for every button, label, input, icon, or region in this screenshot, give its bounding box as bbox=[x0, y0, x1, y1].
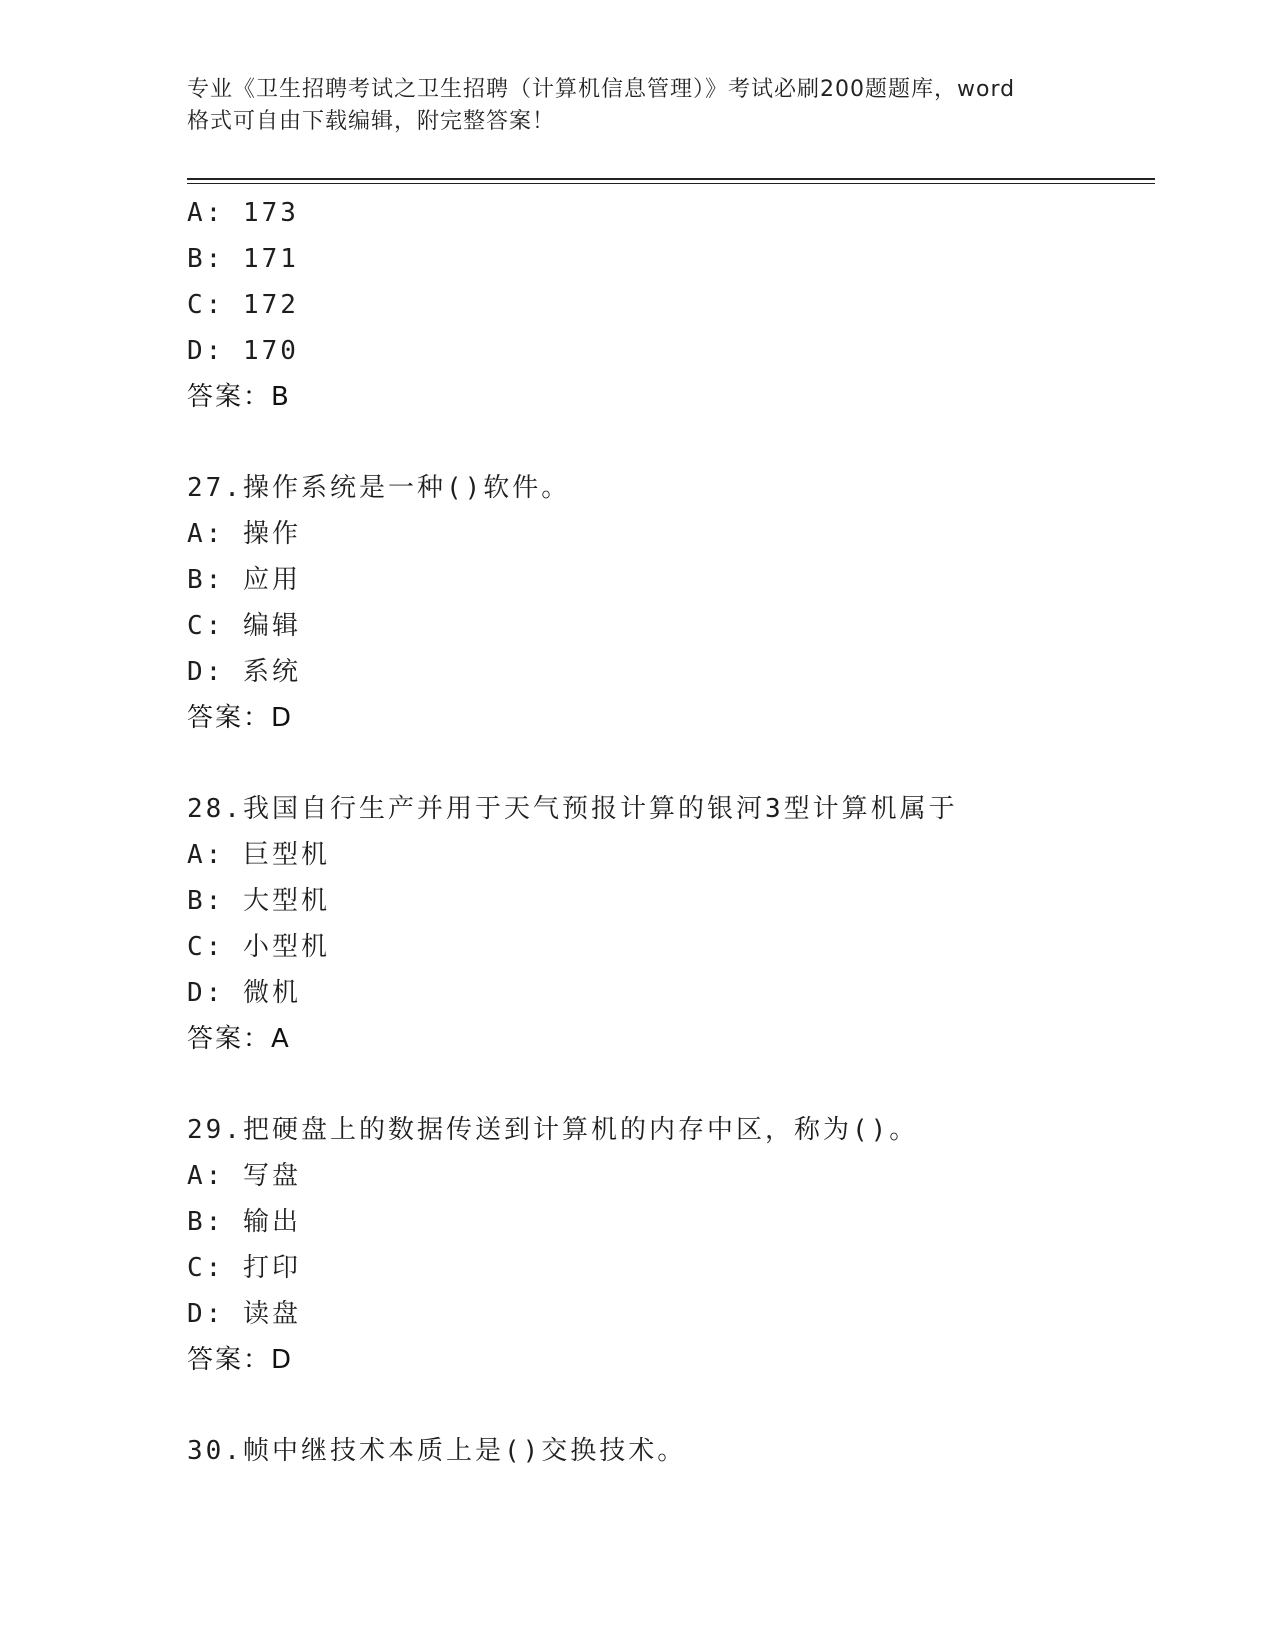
header-line-2: 格式可自由下载编辑，附完整答案！ bbox=[187, 109, 556, 134]
option-d: D: 170 bbox=[187, 336, 299, 366]
document-header bbox=[187, 74, 1107, 138]
spacer bbox=[187, 1383, 1147, 1428]
option-c: C: 打印 bbox=[187, 1253, 301, 1283]
question-29 bbox=[187, 1107, 1147, 1383]
spacer bbox=[187, 1062, 1147, 1107]
question-text: 28.我国自行生产并用于天气预报计算的银河3型计算机属于 bbox=[187, 794, 958, 824]
spacer bbox=[187, 420, 1147, 465]
option-d: D: 读盘 bbox=[187, 1299, 301, 1329]
option-a: A: 173 bbox=[187, 198, 299, 228]
question-list bbox=[187, 190, 1147, 1474]
option-b: B: 应用 bbox=[187, 565, 301, 595]
option-b: B: 输出 bbox=[187, 1207, 301, 1237]
option-c: C: 小型机 bbox=[187, 932, 330, 962]
option-b: B: 大型机 bbox=[187, 886, 330, 916]
question-28 bbox=[187, 786, 1147, 1062]
answer: 答案：B bbox=[187, 382, 291, 412]
header-divider bbox=[187, 178, 1155, 184]
option-c: C: 172 bbox=[187, 290, 299, 320]
question-text: 27.操作系统是一种()软件。 bbox=[187, 473, 571, 503]
option-c: C: 编辑 bbox=[187, 611, 301, 641]
answer: 答案：D bbox=[187, 703, 294, 733]
question-30 bbox=[187, 1428, 1147, 1474]
option-b: B: 171 bbox=[187, 244, 299, 274]
answer: 答案：A bbox=[187, 1024, 291, 1054]
spacer bbox=[187, 741, 1147, 786]
option-a: A: 写盘 bbox=[187, 1161, 301, 1191]
question-26 bbox=[187, 190, 1147, 420]
question-text: 30.帧中继技术本质上是()交换技术。 bbox=[187, 1436, 687, 1466]
question-27 bbox=[187, 465, 1147, 741]
option-a: A: 操作 bbox=[187, 519, 301, 549]
option-a: A: 巨型机 bbox=[187, 840, 330, 870]
option-d: D: 微机 bbox=[187, 978, 301, 1008]
option-d: D: 系统 bbox=[187, 657, 301, 687]
header-line-1: 专业《卫生招聘考试之卫生招聘（计算机信息管理）》考试必刷200题题库，word bbox=[187, 77, 1016, 102]
answer: 答案：D bbox=[187, 1345, 294, 1375]
question-text: 29.把硬盘上的数据传送到计算机的内存中区，称为()。 bbox=[187, 1115, 919, 1145]
